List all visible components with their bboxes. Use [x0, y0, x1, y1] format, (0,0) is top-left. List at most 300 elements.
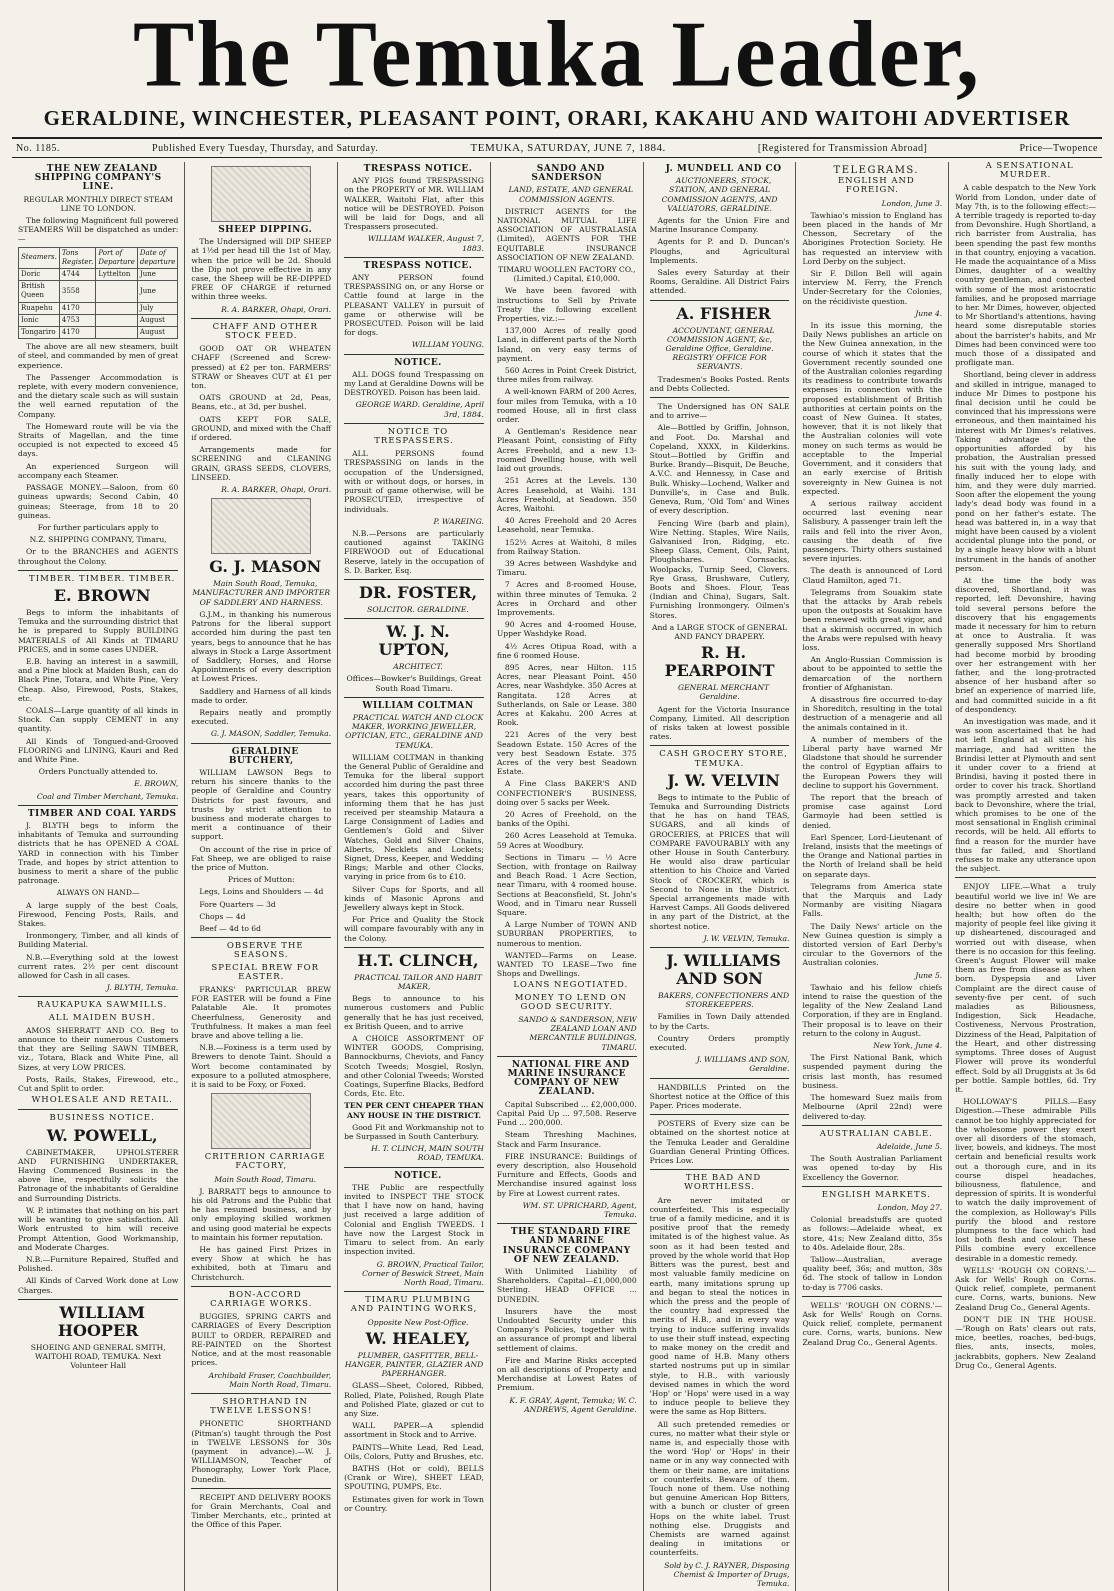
paragraph: The following Magnificent full powered STEAMERS Will be dispatched as under:— [18, 216, 179, 244]
ad-heading: SHORTHAND IN TWELVE LESSONS! [210, 1396, 313, 1417]
table-row [19, 281, 178, 302]
ad-subheading: SPECIAL BREW FOR EASTER. [211, 962, 320, 982]
paragraph: 137,000 Acres of really good Land, in different parts of the North Island, on very easy terms of payment. [496, 326, 637, 363]
paragraph: Sales every Saturday at their Rooms, Geraldine. All District Fairs attended. [649, 268, 790, 296]
ad-heading: THE STANDARD FIRE AND MARINE INSURANCE COMPANY OF NEW ZEALAND. [502, 1227, 631, 1265]
paragraph: A number of members of the Liberal party have warned Mr Gladstone that should he surrender the control of Egyptian affairs to the European Powers they will decline to support his Government. [802, 734, 943, 790]
divider [191, 743, 331, 744]
signature: H. T. CLINCH, MAIN SOUTH ROAD, TEMUKA. [371, 1144, 484, 1163]
section-subheading: ENGLISH AND FOREIGN. [837, 176, 915, 196]
ad-heading: WILLIAM COLTMAN [362, 700, 474, 711]
ad-heading: THE BAD AND WORTHLESS. [684, 1173, 762, 1193]
paragraph: 20 Acres of Freehold, on the banks of the Opihi. [496, 810, 637, 829]
dateline: London, May 27. [877, 1202, 943, 1212]
ad-title: DR. FOSTER, [358, 582, 478, 602]
section-subheading: AUSTRALIAN CABLE. [819, 1128, 933, 1139]
signature: Archibald Fraser, Coachbuilder, Main North Road, Timaru. [208, 1370, 332, 1389]
divider [191, 1488, 331, 1489]
divider [344, 423, 484, 424]
divider [344, 618, 484, 619]
signature: P. WAREING. [433, 516, 484, 526]
column-2 [185, 162, 338, 1591]
paragraph: Repairs neatly and promptly executed. [191, 707, 332, 727]
ad-heading: TIMARU PLUMBING AND PAINTING WORKS, [350, 1295, 478, 1315]
paragraph: TIMARU WOOLLEN FACTORY CO., (Limited.) Capital, £10,000. [498, 265, 636, 284]
section-heading: A SENSATIONAL MURDER. [985, 161, 1074, 181]
divider [650, 947, 790, 948]
shipping-subheading: REGULAR MONTHLY DIRECT STEAM LINE TO LONDON. [23, 194, 173, 213]
paragraph: HANDBILLS Printed on the Shortest notice at the Office of this Paper. Prices moderate. [649, 1082, 790, 1111]
paragraph: N.B.—Everything sold at the lowest current rates. 2½ per cent discount allowed for Cash in all cases. [18, 952, 179, 981]
paragraph: At the time the body was discovered, Shortland, it was reported, left Devonshire, having told several persons before the discovery that his engagements made it necessary for him to return at once to Australia. It was generally supposed Mrs Shortland had become morbid by brooding over her estrangement with her father, and the long-protracted absence of her husband after so brief an experience of married life, and had committed suicide in a fit of despondency. [955, 575, 1096, 714]
paragraph: A Gentleman's Residence near Pleasant Point, consisting of Fifty Acres Freehold, and a new 13-roomed Dwelling house, with well laid out grounds. [496, 427, 637, 474]
paragraph: Posts, Rails, Stakes, Firewood, etc., Cut and Split to order. [18, 1074, 179, 1094]
signature: J. W. VELVIN, Temuka. [703, 933, 790, 943]
ad-title: W. HEALEY, [365, 1328, 471, 1348]
paragraph: Saddlery and Harness of all kinds made to order. [191, 686, 332, 705]
paragraph: N.B.—Furniture Repaired, Stuffed and Polished. [18, 1254, 179, 1274]
paragraph: Agents for the Union Fire and Marine Insurance Company. [649, 216, 790, 235]
paragraph: Tawhiao's mission to England has been placed in the hands of Mr Chesson, Secretary of the Aborigines Protection Society. He has requested an interview with Lord Derby on the subject. [802, 210, 943, 266]
paragraph: 40 Acres Freehold and 20 Acres Leasehold, near Temuka. [496, 516, 637, 535]
paragraph: BATHS (Hot or cold), BELLS (Crank or Wire), SHEET LEAD, SPOUTING, PUMPS, Etc. [344, 1463, 484, 1492]
ad-subheading: Main South Road, Timaru. [214, 1174, 317, 1184]
paragraph: ANY PERSON found TRESPASSING on, or any Horse or Cattle found at large in the PLEASANT VALLEY in pursuit of game or otherwise will be PROSECUTED. Poison will be laid for dogs. [344, 273, 484, 338]
table-cell: British Queen [19, 281, 60, 302]
paragraph: OATS KEPT FOR SALE, GROUND, and mixed with the Chaff if ordered. [191, 414, 332, 443]
paragraph: The above are all new steamers, built of steel, and commanded by men of great experience. [18, 342, 179, 370]
ad-title: G. J. MASON [209, 557, 322, 577]
paragraph: With Unlimited Liability of Shareholders. Capital—£1,000,000 Sterling. HEAD OFFICE ... DUNEDIN. [496, 1266, 637, 1304]
paragraph: FRANKS' PARTICULAR BREW FOR EASTER will be found a Fine Palatable Ale. It promotes Cheerfulness, Generosity and Truthfulness. It makes a man feel brave and above telling a lie. [191, 985, 332, 1041]
paragraph: The South Australian Parliament was opened to-day by His Excellency the Governor. [802, 1154, 943, 1182]
column-7 [949, 162, 1102, 1591]
dateline: New York, June 4. [873, 1041, 943, 1051]
table-header: Steamers. [19, 247, 60, 268]
carriage-illustration [211, 1093, 311, 1149]
paragraph: DON'T DIE IN THE HOUSE.—'Rough on Rats' clears out rats, mice, beetles, roaches, bed-bugs, flies, ants, insects, moles, jackrabbits, gophers. New Zealand Drug Co., General Agents. [955, 1314, 1096, 1370]
signature: SANDO & SANDERSON, NEW ZEALAND LOAN AND MERCANTILE BUILDINGS, TIMARU. [518, 1015, 637, 1052]
ad-heading: CRITERION CARRIAGE FACTORY, [204, 1152, 326, 1172]
ad-subheading: PRACTICAL TAILOR AND HABIT MAKER, [354, 972, 482, 992]
ad-subheading: BAKERS, CONFECTIONERS AND STOREKEEPERS. [658, 991, 790, 1010]
paragraph: An experienced Surgeon will accompany each Steamer. [18, 461, 179, 480]
paragraph: 260 Acres Leasehold at Temuka. 59 Acres at Woodbury. [496, 831, 637, 850]
dateline: June 5. [915, 970, 943, 980]
table-cell [96, 327, 138, 339]
signature: K. F. GRAY, Agent, Temuka; W. C. ANDREWS, Agent Geraldine. [509, 1395, 637, 1414]
horse-illustration [211, 498, 311, 554]
ad-subheading: ALL MAIDEN BUSH. [48, 1012, 156, 1023]
divider [18, 1299, 178, 1300]
ad-heading: SANDO AND SANDERSON [531, 164, 605, 184]
paragraph: Agents for P. and D. Duncan's Ploughs, and Agricultural Implements. [649, 237, 790, 265]
ad-heading: TRESPASS NOTICE. [363, 164, 473, 174]
paragraph: A serious railway accident occurred last evening near Salisbury, A passenger train left the rails and fell into the river Avon, causing the death of five passengers. Thirty others sustained severe injuries. [802, 498, 943, 564]
paragraph: GOOD OAT OR WHEATEN CHAFF (Screened and Screw-pressed) at £2 per ton. FARMERS' STRAW or Sheaves CUT at £1 per ton. [191, 344, 332, 391]
table-cell: 4170 [59, 327, 95, 339]
paragraph: Orders Punctually attended to. [38, 767, 158, 777]
paragraph: 39 Acres between Washdyke and Timaru. [496, 558, 637, 578]
paragraph: The Undersigned has ON SALE and to arrive— [649, 402, 790, 421]
paragraph: Sir F. Dillon Bell will again interview M. Ferry, the French Under-Secretary for the Colonies, on the récidiviste question. [802, 269, 943, 306]
dateline: June 4. [915, 308, 943, 318]
table-cell: July [137, 302, 177, 314]
table-cell: Ionic [19, 314, 60, 326]
ad-heading: OBSERVE THE SEASONS. [226, 941, 304, 961]
divider [650, 397, 790, 398]
ad-subheading: PRACTICAL WATCH AND CLOCK MAKER, WORKING JEWELLER, OPTICIAN, ETC., GERALDINE AND TEMUKA. [345, 712, 484, 750]
ad-heading: GERALDINE BUTCHERY, [228, 746, 299, 766]
paragraph: 560 Acres in Point Creek District, three miles from railway. [496, 366, 637, 385]
paragraph: All such pretended remedies or cures, no matter what their style or name is, and especially those with the word 'Hop' or 'Hops' in their name or in any way connected with them or their name, are imitations or counterfeits. Beware of them. Touch none of them. Use nothing but genuine American Hop Bitters, with a bunch or cluster of green Hops on the white label. Trust nothing else. Druggists and Chemists are warned against dealing in imitations or counterfeits. [649, 1419, 790, 1558]
paragraph: Sections in Timaru — ½ Acre Section, with frontage on Railway and Beach Road. 1 Acre Section, near Timaru, with 4 roomed house. Sections at Beaconsfield, St. John's Wood, and in Timaru near Russell Square. [496, 852, 637, 918]
ad-subheading: MONEY TO LEND ON GOOD SECURITY. [514, 992, 627, 1012]
paragraph: THE Public are respectfully invited to INSPECT THE STOCK that I have now on hand, having just received a large addition of Colonial and English TWEEDS. I have now the Largest Stock in Timaru to select from. An early inspection invited. [344, 1182, 484, 1257]
divider [191, 1393, 331, 1394]
divider [802, 1296, 942, 1297]
paragraph: The Daily News' article on the New Guinea question is simply a distorted version of Earl Derby's circular to the Governors of the Australian colonies. [802, 921, 943, 968]
paragraph: J. BLYTH begs to inform the inhabitants of Temuka and surrounding districts that he has OPENED A COAL YARD in connection with his Timber Trade, and hopes by strict attention to business to merit a share of the public patronage. [18, 820, 179, 886]
paragraph: Telegrams from Souakim state that the attacks by Arab rebels upon the outposts at Souakim have been renewed with great vigor, and that a skirmish occurred, in which the Arabs were repulsed with heavy loss. [802, 587, 943, 652]
price: Price—Twopence [1019, 142, 1098, 154]
paragraph: G.J.M., in thanking his numerous Patrons for the liberal support accorded him during the past ten years, begs to announce that he has always in Stock a Large Assortment of Saddlery, Horses, and Horse Appointments of every description at Lowest Prices. [191, 609, 332, 684]
signature: Coal and Timber Merchant, Temuka. [36, 791, 179, 801]
table-cell: June [137, 269, 177, 281]
publishing-days: Published Every Tuesday, Thursday, and Saturday. [152, 142, 379, 154]
column-4 [491, 162, 644, 1591]
paragraph: PASSAGE MONEY.—Saloon, from 60 guineas upwards; Second Cabin, 40 guineas; Steerage, from 18 to 20 guineas. [18, 483, 179, 520]
ad-title: E. BROWN [53, 585, 151, 605]
paragraph: Begs to inform the inhabitants of Temuka and the surrounding district that he is prepared to Supply BUILDING MATERIALS of All Kinds at TIMARU PRICES, and in some cases UNDER. [18, 607, 179, 654]
paragraph: PAINTS—White Lead, Red Lead, Oils, Colors, Putty and Brushes, etc. [344, 1442, 484, 1461]
paragraph: OATS GROUND at 2d, Peas, Beans, etc., at 3d, per bushel. [191, 393, 332, 412]
paragraph: ENJOY LIFE.—What a truly beautiful world we live in! We are desire no better when in good health; but how often do the majority of people feel like giving it up disheartened, discouraged and worried out with disease, when there is no occasion for this feeling. Green's August Flower will make them as free from disease as when born. Dyspepsia and Liver Complaint are the direct cause of seventy-five per cent. of such maladies as Biliousness, Indigestion, Sick Headache, Costiveness, Nervous Prostration, Dizziness of the Head, Palpitation of the Heart, and other distressing symptoms. Three doses of August Flower will prove its wonderful effect. Sold by all Druggists at 3s 6d per bottle. Sample bottles, 6d. Try it. [955, 882, 1096, 1094]
column-3 [338, 162, 491, 1591]
paragraph: COALS—Large quantity of all kinds in Stock. Can supply CEMENT in any quantity. [18, 705, 179, 734]
signature: WM. ST. UPRICHARD, Agent, Temuka. [522, 1200, 637, 1219]
ad-title: J. WILLIAMS AND SON [666, 951, 781, 989]
ad-subheading: ACCOUNTANT, GENERAL COMMISSION AGENT, &c, Geraldine Office, Geraldine. REGISTRY OFFICE FOR SERVANTS. [665, 325, 775, 372]
ad-subheading: SOLICITOR. GERALDINE. [367, 604, 469, 614]
paragraph: Agent for the Victoria Insurance Company, Limited. All description of risks taken at lowest possible rates. [649, 704, 790, 742]
divider [802, 1186, 942, 1187]
paragraph: Silver Cups for Sports, and all kinds of Masonic Aprons and Jewellery always kept in Stock. [344, 884, 484, 912]
ad-heading: CHAFF AND OTHER STOCK FEED. [212, 321, 318, 342]
paragraph: For further particulars apply to [37, 522, 159, 532]
paragraph: N.B.—Foxiness is a term used by Brewers to denote Taint. Should a Wort become contaminated by exposure to a polluted atmosphere, it is said to be Foxy, or Foxed. [191, 1043, 332, 1090]
divider [650, 745, 790, 746]
divider [191, 1286, 331, 1287]
divider [650, 1078, 790, 1079]
table-cell [96, 281, 138, 302]
paragraph: Telegrams from America state that the Marquis and Lady Normanby are visiting Niagara Falls. [802, 881, 943, 919]
paragraph: A CHOICE ASSORTMENT OF WINTER GOODS, Comprising, Bannockburns, Cheviots, and Fancy Scotch Tweeds; Mosgiel, Roslyn, and other Colonial Tweeds; Worsted Coatings, Superfine Blacks, Bedford Cords, Etc. Etc. [344, 1034, 484, 1099]
divider [650, 1114, 790, 1115]
paragraph: The First National Bank, which suspended payment during the crisis last month, has resumed business. [802, 1053, 943, 1090]
ad-subheading: LOANS NEGOTIATED. [513, 980, 629, 991]
column-5 [644, 162, 797, 1591]
price-item: Chops — 4d [199, 911, 246, 921]
ad-heading: NOTICE. [394, 1170, 442, 1181]
paragraph: Ironmongery, Timber, and all kinds of Building Material. [18, 931, 179, 950]
paragraph: Offices—Bowker's Buildings, Great South Road Timaru. [346, 674, 482, 693]
table-cell: Lyttelton [96, 269, 138, 281]
ad-title: R. H. PEARPOINT [664, 643, 775, 681]
ad-title: A. FISHER [676, 303, 771, 323]
ad-heading: SHEEP DIPPING. [218, 225, 313, 235]
divider [344, 697, 484, 698]
columns [12, 161, 1102, 1588]
paragraph: A large supply of the best Coals, Firewood, Fencing Posts, Rails, and Stakes. [18, 900, 179, 929]
paragraph: FIRE INSURANCE: Buildings of every description, also Household Furniture and Effects, Goods and Merchandise insured against loss by Fire at Lowest current rates. [496, 1151, 637, 1198]
paragraph: Begs to intimate to the Public of Temuka and Surrounding Districts that he has on hand TEAS, SUGARS, and all kinds of GROCERIES, at PRICES that will COMPARE FAVOURABLY with any other House in South Canterbury. He would also draw particular attention to his Choice and Varied Stock of CROCKERY, which is Second to None in the District. Special arrangements made with Harvest Camps. All Goods delivered in any part of the District, at the shortest notice. [649, 792, 790, 931]
paragraph: Or to the BRANCHES and AGENTS throughout the Colony. [18, 547, 179, 566]
paragraph: Earl Spencer, Lord-Lieutenant of Ireland, insists that the meetings of the Orange and National parties in the North of Ireland shall be held on separate days. [802, 832, 943, 879]
paragraph: Begs to announce to his numerous customers and Public generally that he has just received, ex British Queen, and to arrive [344, 994, 484, 1031]
paragraph: The Passenger Accommodation is replete, with every modern convenience, and the dietary scale such as will sustain the well earned reputation of the Company. [18, 372, 179, 419]
registration-note: [Registered for Transmission Abroad] [757, 142, 928, 154]
ad-subheading: WHOLESALE AND RETAIL. [31, 1095, 173, 1106]
paragraph: ALWAYS ON HAND— [56, 888, 140, 898]
paragraph: Families in Town Daily attended to by the Carts. [649, 1012, 790, 1031]
table-header: Port of Departure [96, 247, 138, 268]
ad-heading: TIMBER. TIMBER. TIMBER. [29, 573, 176, 584]
paragraph: WELLS' 'ROUGH ON CORNS.'—Ask for Wells' Rough on Corns. Quick relief, complete, permanent cure. Corns, warts, bunions. New Zealand Drug Co., General Agents. [802, 1300, 943, 1347]
divider [18, 1109, 178, 1110]
ad-heading: TRESPASS NOTICE. [363, 260, 473, 271]
paragraph: For Price and Quality the Stock will compare favourably with any in the Colony. [344, 915, 484, 943]
section-heading: TELEGRAMS. [833, 165, 920, 176]
ad-subheading: AUCTIONEERS, STOCK, STATION, AND GENERAL COMMISSION AGENTS, AND VALUATORS, GERALDINE. [661, 176, 778, 213]
paragraph: ALL PERSONS found TRESPASSING on lands in the occupation of the Undersigned, with or without dogs, or horses, in pursuit of game otherwise, will be PROSECUTED, irrespective of individuals. [344, 449, 484, 514]
section-subheading: ENGLISH MARKETS. [821, 1189, 931, 1200]
divider [18, 996, 178, 997]
paragraph: E.B. having an interest in a sawmill, and a Pine block at Maiden Bush, can do Black Pine, Totara, and White Pine, Very Cheap. Also, Firewood, Posts, Stakes, etc. [18, 656, 179, 703]
divider [344, 1291, 484, 1292]
paragraph: 7 Acres and 8-roomed House, within three minutes of Temuka. 2 Acres in Orchard and other Improvements. [496, 580, 637, 617]
table-row [19, 314, 178, 326]
paragraph: Shortland, being clever in address and skilled in intrigue, managed to induce Mr Dimes to postpone his final decision until he could be convinced that his impressions were erroneous, and then maintained his interest with Mr Dimes's relatives. Taking advantage of the opportunities afforded by his probation, the Australian pressed his suit with the young lady, and finally induced her to elope with him, and they were duly married. Soon after the elopement the young lady's dead body was found in a pond on her father's estate. The head was battered in, in a way that might have been caused by a violent accidental plunge into the pond, or by a single heavy blow with a blunt instrument in the hands of another person. [955, 370, 1096, 573]
table-cell: 4753 [59, 314, 95, 326]
signature: WILLIAM YOUNG. [411, 340, 484, 350]
divider [344, 1167, 484, 1168]
paragraph: RECEIPT AND DELIVERY BOOKS for Grain Merchants, Coal and Timber Merchants, etc., printed at the Office of this Paper. [191, 1492, 332, 1530]
dateline [12, 137, 1102, 158]
paragraph: In its issue this morning, the Daily News publishes an article on the New Guinea annexation, in the course of which it states that the Government recently sounded one of the Australian colonies regarding its readiness to contribute towards expenses in connection with the proposed establishment of British authorities at certain points on the coast of New Guinea. It states, however, that it is not likely that the Australian colonies will vote money on such terms as would be acceptable to the Imperial Government, and it considers that an early exercise of British sovereignty in New Guinea is not expected. [802, 321, 943, 496]
divider [344, 354, 484, 355]
ad-title: W. POWELL, [46, 1125, 158, 1145]
paragraph: A Fine Class BAKER'S AND CONFECTIONER'S BUSINESS, doing over 5 sacks per Week. [496, 779, 637, 807]
signature: R. A. BARKER, Ohapi, Orari. [221, 485, 332, 495]
issue-number: No. 1185. [16, 142, 60, 154]
divider [344, 579, 484, 580]
divider [497, 1223, 637, 1224]
paragraph: A Large Number of TOWN AND SUBURBAN PROPERTIES, to numerous to mention. [496, 920, 637, 948]
ad-heading: NATIONAL FIRE AND MARINE INSURANCE COMPANY OF NEW ZEALAND. [507, 1059, 630, 1098]
steamers-table [18, 247, 178, 340]
ad-title: J. W. VELVIN [667, 770, 780, 790]
paragraph: GLASS—Sheet, Colored, Ribbed, Rolled, Plate, Polished, Rough Plate and Polished Plate, glazed or cut to any Size. [344, 1381, 484, 1418]
paragraph: TEN PER CENT CHEAPER THAN ANY HOUSE IN THE DISTRICT. [344, 1101, 484, 1120]
paragraph: SHOEING AND GENERAL SMITH, WAITOHI ROAD, TEMUKA. Next Volunteer Hall [30, 1342, 166, 1371]
table-cell: 4744 [59, 269, 95, 281]
price-item: Fore Quarters — 3d [199, 899, 276, 909]
paragraph: Colonial breadstuffs are quoted as follows:—Adelaide wheat, ex store, 41s; New Zealand ditto, 35s to 40s. Adelaide flour, 28s. [802, 1215, 943, 1252]
ad-title: H.T. CLINCH, [357, 950, 479, 970]
table-header: Tons Register. [59, 247, 95, 268]
ad-title: WILLIAM HOOPER [57, 1302, 145, 1340]
paragraph: WALL PAPER—A splendid assortment in Stock and to Arrive. [344, 1421, 484, 1440]
signature: Sold by C. J. RAYNER, Disposing Chemist & Importer of Drugs, Temuka. [664, 1560, 790, 1588]
paragraph: The death is announced of Lord Claud Hamilton, aged 71. [802, 566, 943, 585]
divider [191, 318, 331, 319]
paragraph: Estimates given for work in Town or Country. [344, 1494, 484, 1513]
paragraph: CABINETMAKER, UPHOLSTERER AND FURNISHING UNDERTAKER, Having Commenced Business in the above line, respectfully solicits the Patronage of the inhabitants of Geraldine and Surrounding Districts. [18, 1147, 179, 1203]
paragraph: PHONETIC SHORTHAND (Pitman's) taught through the Post in TWELVE LESSONS for 30s (payment in advance).—W. J. WILLIAMSON, Teacher of Phonography, Lower York Place, Dunedin. [191, 1419, 332, 1484]
dateline: London, June 3. [881, 198, 943, 208]
paragraph: N.B.—Persons are particularly cautioned against TAKING FIREWOOD out of Educational Reserve, lately in the occupation of S. D. Barker, Esq. [344, 528, 484, 575]
signature: G. J. MASON, Saddler, Temuka. [210, 729, 332, 739]
ad-subheading: PLUMBER, GASFITTER, BELL-HANGER, PAINTER, GLAZIER AND PAPERHANGER. [344, 1350, 484, 1379]
table-cell: August [137, 314, 177, 326]
column-6 [796, 162, 949, 1591]
signature: J. WILLIAMS AND SON, Geraldine. [696, 1055, 790, 1074]
ad-heading: NOTICE. [394, 357, 442, 368]
paragraph: A well-known FARM of 200 Acres, four miles from Temuka, with a 10 roomed House, all in first class order. [496, 387, 637, 425]
paragraph: And a LARGE STOCK of GENERAL AND FANCY DRAPERY. [652, 622, 788, 641]
table-cell: June [137, 281, 177, 302]
paragraph: Good Fit and Workmanship not to be Surpassed in South Canterbury. [344, 1122, 484, 1142]
paragraph: AMOS SHERRATT AND CO. Beg to announce to their numerous Customers that they are Selling SAWN TIMBER, viz., Totara, Black and White Pine, all Sizes, at very LOW PRICES. [18, 1025, 179, 1072]
table-cell: 4170 [59, 302, 95, 314]
divider [18, 570, 178, 571]
divider [191, 937, 331, 938]
divider [344, 947, 484, 948]
signature: WILLIAM WALKER, August 7, 1883. [367, 234, 484, 253]
table-cell [96, 302, 138, 314]
paragraph: Steam Threshing Machines, Stack and Farm Insurance. [496, 1130, 637, 1149]
ad-subheading: LAND, ESTATE, AND GENERAL COMMISSION AGENTS. [508, 185, 633, 204]
table-cell: Doric [19, 269, 60, 281]
paragraph: WANTED—Farms on Lease. WANTED TO LEASE—Two fine Shops and Dwellings. [496, 950, 637, 979]
dateline: Adelaide, June 5. [876, 1141, 943, 1151]
paragraph: W. P. intimates that nothing on his part will be wanting to give satisfaction. All Work entrusted to him will receive Prompt Attention, Good Workmanship, and Moderate Charges. [18, 1205, 179, 1252]
signature: R. A. BARKER, Ohapi, Orari. [221, 304, 332, 314]
paragraph: WILLIAM COLTMAN in thanking the General Public of Geraldine and Temuka for the liberal support accorded him during the past three years, takes this opportunity of informing them that he has just received per steamship Mataura a Large Consignment of Ladies and Gentlemen's Gold and Silver Watches, Gold and Silver Chains, Alberts, Necklets and Lockets; Signet, Dress, Keeper, and Wedding Rings; Marble and other Clocks, varying in price from 6s to £10. [344, 752, 484, 882]
ad-heading: RAUKAPUKA SAWMILLS. [37, 1000, 168, 1011]
ad-subheading: Opposite New Post-Office. [367, 1317, 469, 1327]
ad-title: W. J. N. UPTON, [378, 622, 450, 660]
divider [802, 1125, 942, 1126]
paragraph: J. BARRATT begs to announce to his old Patrons and the Public that he has resumed business, and by only employing skilled workmen and using good material he expects to maintain his former reputation. [191, 1186, 332, 1242]
paragraph: Arrangements made for SCREENING and CLEANING GRAIN, GRASS SEEDS, CLOVERS, LINSEED. [191, 445, 332, 482]
paragraph: The homeward Suez mails from Melbourne (April 22nd) were delivered to-day. [802, 1093, 943, 1121]
ad-subheading: GENERAL MERCHANT Geraldine. [678, 683, 770, 702]
price-item: Beef — 4d to 6d [199, 923, 261, 933]
table-cell: 3558 [59, 281, 95, 302]
divider [497, 1056, 637, 1057]
paragraph: Tawhaio and his fellow chiefs intend to raise the question of the legality of the New Zealand Land Corporation, if they are in England. Their proposal is to leave on their return to the colony in August. [802, 982, 943, 1038]
paragraph: We have been favored with instructions to Sell by Private Treaty the following excellent Properties, viz.:— [496, 286, 637, 324]
table-cell: Ruapehu [19, 302, 60, 314]
issue-date: TEMUKA, SATURDAY, JUNE 7, 1884. [470, 142, 666, 154]
paragraph: Country Orders promptly executed. [649, 1033, 790, 1053]
paragraph: The Undersigned will DIP SHEEP at 1½d per head till the 1st of May, when the price will be 2d. Should the Dip not prove effective in any case, the Sheep will be RE-DIPPED FREE OF CHARGE if returned within three weeks. [191, 237, 332, 302]
paragraph: WILLIAM LAWSON Begs to return his sincere thanks to the people of Geraldine and Country Districts for past favours, and trusts by strict attention to business and moderate charges to merit a continuance of their support. [191, 767, 332, 842]
signature: G. BROWN, Practical Tailor, Corner of Beswick Street, Main North Road, Timaru. [362, 1259, 484, 1287]
paragraph: Fencing Wire (barb and plain), Wire Netting. Staples, Wire Nails, Galvanised Iron, Ridging, etc. Sheep Glass, Cement, Oils, Paint, Ploughshares. Cornsacks, Woolpacks, Turnip Seed, Clovers. Rye Grass, Brushware, Cutlery, Boots and Shoes. Flour, Teas (Indian and China), Sugars, Salt. Furnishing Ironmongery. Oilmen's Stores. [649, 518, 790, 620]
ad-heading: J. MUNDELL AND CO [665, 164, 782, 174]
ad-subheading: ARCHITECT. [393, 662, 443, 672]
paragraph: POSTERS of Every size can be obtained on the shortest notice at the Temuka Leader and Geraldine Guardian General Printing Offices. Prices Low. [649, 1119, 790, 1166]
paragraph: An Anglo-Russian Commission is about to be appointed to settle the demarcation of the northern frontier of Afghanistan. [802, 655, 943, 692]
paragraph: A disastrous fire occurred to-day in Shoreditch, resulting in the total destruction of a menagerie and all the animals contained in it. [802, 694, 943, 732]
ad-heading: TIMBER AND COAL YARDS [27, 808, 177, 819]
table-row [19, 327, 178, 339]
paragraph: Insurers have the most Undoubted Security under this Company's Policies, together with an assurance of prompt and liberal settlement of claims. [496, 1306, 637, 1353]
paragraph: All Kinds of Tongued-and-Grooved FLOORING and LINING, Kauri and Red and White Pine. [18, 736, 179, 764]
paragraph: 221 Acres of the very best Seadown Estate. 150 Acres of the very best Seadown Estate. 375 Acres of the very best Seadown Estate. [496, 730, 637, 777]
table-cell: Tongariro [19, 327, 60, 339]
paragraph: An investigation was made, and it was soon ascertained that he had not left England at all since his marriage, and had written the Brindisi letter at Plymouth and sent it under cover to a friend at Brindisi, having it posted there in order to cover his track. Shortland was promptly arrested and taken back to Devonshire, where the trial, which promises to be one of the most sensational in English criminal records, will be held. All efforts to find a reason for the murder have thus far failed, and Shortland refuses to make any utterance upon the subject. [955, 716, 1096, 874]
paragraph: ANY PIGS found TRESPASSING on the PROPERTY of MR. WILLIAM WALKER, Waitohi Flat, after this notice will be DESTROYED. Poison will be laid for Dogs, and all Trespassers prosecuted. [344, 176, 484, 232]
masthead [12, 0, 1102, 158]
table-cell: August [137, 327, 177, 339]
paragraph: A cable despatch to the New York World from London, under date of May 7th, is to the following effect:—A terrible tragedy is reported to-day from Devonshire. Hugh Shortland, a rich barrister from Australia, has been spending the past few months in that country, enjoying a vacation. He made the acquaintance of a Miss Dimes, daughter of a wealthy country gentleman, and connected with some of the most aristocratic families, and he proposed marriage to her. Mr Dimes, however, objected to Mr Shortland's attentions, having heard some disreputable stories about the barrister's habits, and Mr Dimes had been convinced were too much those of a dissipated and profligate man. [955, 183, 1096, 368]
paragraph: Ale—Bottled by Griffin, Johnson, and Foot. Do. Marshal and Copeland, XXXX, in Kilderkins. Stout—Bottled by Griffin and Burke. Brandy—Bisquit, De Beuche, A.V.C. and Hennessy, in Case and Bulk. Whisky—Lochend, Walker and Dunville's, in Case and Bulk. Geneva, Rum, 'Old Tom' and Wines of every description. [649, 423, 790, 516]
ad-subheading: Main South Road, Temuka, MANUFACTURER AND IMPORTER OF SADDLERY AND HARNESS. [192, 579, 331, 607]
newspaper-title: The Temuka Leader, [132, 1, 981, 107]
divider [18, 805, 178, 806]
table-row [19, 269, 178, 281]
paragraph: DISTRICT AGENTS for the NATIONAL MUTUAL LIFE ASSOCIATION OF AUSTRALASIA (Limited), AGENTS FOR THE EQUITABLE INSURANCE ASSOCIATION OF NEW ZEALAND. [496, 206, 637, 262]
paragraph: All Kinds of Carved Work done at Low Charges. [18, 1276, 179, 1295]
ad-heading: BON-ACCORD CARRIAGE WORKS. [210, 1289, 313, 1310]
paragraph: BUGGIES, SPRING CARTS and CARRIAGES of Every Description BUILT to ORDER, REPAIRED and RE-PAINTED on the Shortest Notice, and at the most reasonable prices. [191, 1312, 332, 1368]
signature: GEORGE WARD. Geraldine, April 3rd, 1884. [355, 400, 484, 419]
divider [955, 877, 1096, 878]
paragraph: The report that the breach of promise case against Lord Garmoyle had been settled is denied. [802, 793, 943, 830]
price-item: Legs, Loins and Shoulders — 4d [199, 887, 324, 897]
signature: E. BROWN, [134, 779, 179, 789]
paragraph: Capital Subscribed ... £2,000,000. Capital Paid Up ... 97,508. Reserve Fund ... 200,000. [496, 1099, 637, 1128]
paragraph: 90 Acres and 4-roomed House, Upper Washdyke Road. [496, 620, 637, 639]
divider [650, 1169, 790, 1170]
paragraph: The Homeward route will be via the Straits of Magellan, and the time occupied is not expected to exceed 45 days. [18, 421, 179, 459]
paragraph: N.Z. SHIPPING COMPANY, Timaru, [29, 535, 167, 545]
table-header: Date of departure [137, 247, 177, 268]
ad-heading: CASH GROCERY STORE, TEMUKA. [659, 749, 788, 769]
divider [344, 257, 484, 258]
paragraph: 4½ Acres Otipua Road, with a fine 6 roomed House. [496, 641, 637, 660]
paragraph: HOLLOWAY'S PILLS.—Easy Digestion.—These admirable Pills cannot be too highly appreciated for the wholesome power they exert over all disorders of the stomach, liver, bowels, and kidneys. The most certain and beneficial results work out a thorough cure, and in its course dispel headaches, biliousness, flatulence, and depression of spirits. It is wonderful to watch the daily improvement of the complexion, as Holloway's Pills purify the blood and restore plumpness to the face which had lost both flesh and colour. These Pills combine every excellence desirable in a domestic remedy. [955, 1097, 1096, 1263]
ad-heading: NOTICE TO TRESPASSERS. [374, 426, 454, 447]
sheep-illustration [211, 166, 311, 222]
paragraph: WELLS' 'ROUGH ON CORNS.'—Ask for Wells' Rough on Corns. Quick relief, complete, permanent cure. Corns, warts, bunions. New Zealand Drug Co., General Agents. [955, 1265, 1096, 1312]
shipping-heading: THE NEW ZEALAND SHIPPING COMPANY'S LINE. [34, 164, 162, 193]
paragraph: 152½ Acres at Waitohi, 8 miles from Railway Station. [496, 537, 637, 556]
paragraph: Prices of Mutton: [227, 875, 295, 885]
paragraph: 251 Acres at the Levels. 130 Acres Leasehold, at Waihi. 131 Acres Freehold, at Seadown. 350 Acres, Waitohi. [496, 476, 637, 513]
paragraph: Are never imitated or counterfeited. This is especially true of a family medicine, and it is positive proof that the remedy imitated is of the highest value. As soon as it had been tested and proved by the whole world that Hop Bitters was the purest, best and most valuable family medicine on earth, many imitations sprung up and began to steal the notices in which the press and the people of the country had expressed the merits of H.B., and in every way trying to induce suffering invalids to use their stuff instead, expecting to make money on the credit and good name of H.B. Many others started nostrums put up in similar style, to H.B., with variously devised names in which the word 'Hop' or 'Hops' were used in a way to induce people to believe they were the same as Hop Bitters. [649, 1195, 790, 1417]
paragraph: Tallow—Australian, average quality beef, 36s; and mutton, 38s 6d. The stock of tallow in London to-day is 7706 casks. [802, 1254, 943, 1292]
paragraph: ALL DOGS found Trespassing on my Land at Geraldine Downs will be DESTROYED. Poison has been laid. [344, 369, 484, 398]
paragraph: 895 Acres, near Hilton. 115 Acres, near Pleasant Point. 450 Acres, near Washdyke. 350 Acres at Rangitata. 128 Acres at Sutherlands, on Sale or Lease. 380 Acres at Kakahu. 200 Acres at Rook. [496, 662, 637, 728]
paragraph: Tradesmen's Books Posted. Rents and Debts Collected. [649, 374, 790, 393]
divider [650, 300, 790, 301]
ad-heading: BUSINESS NOTICE. [49, 1113, 155, 1124]
